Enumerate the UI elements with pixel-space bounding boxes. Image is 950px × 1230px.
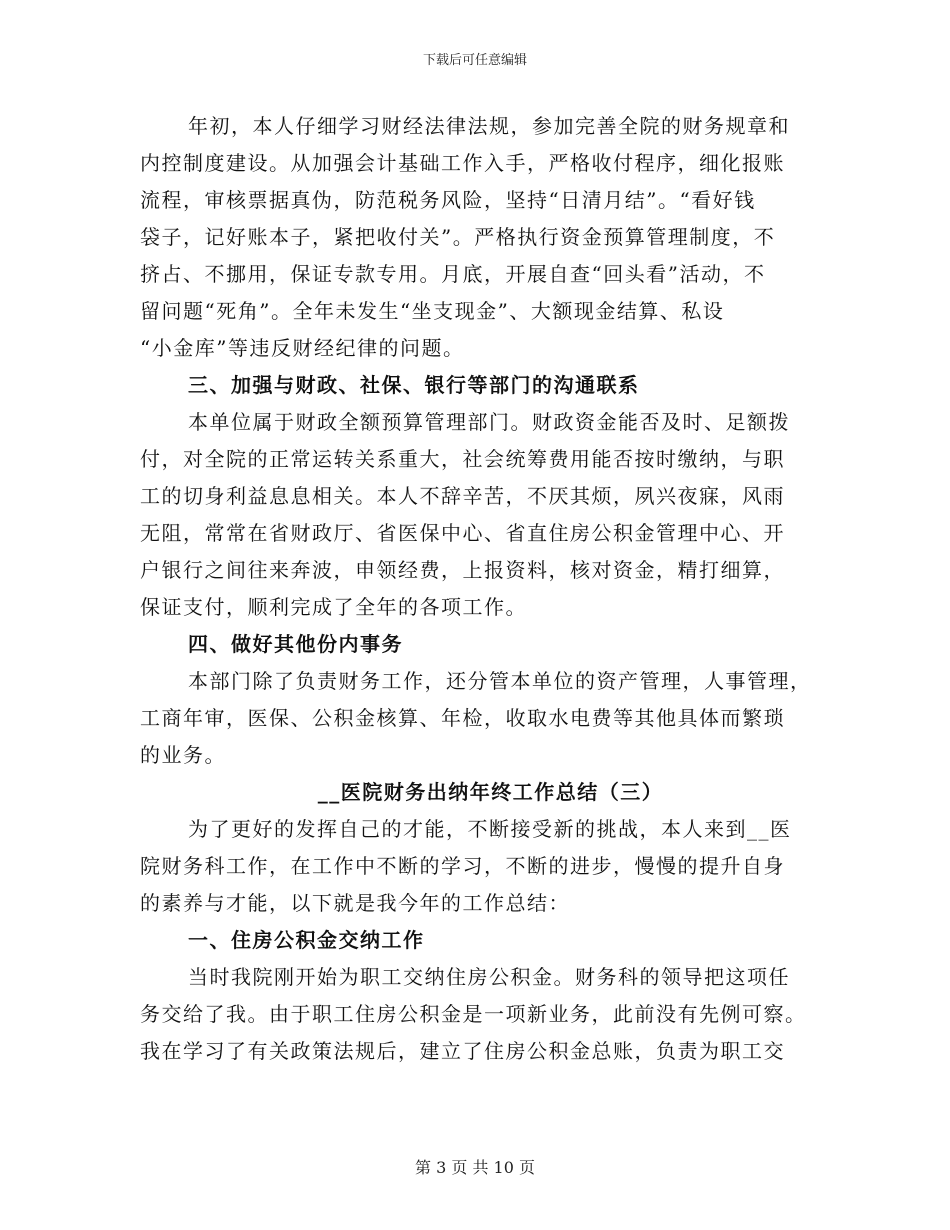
page-header-note: 下载后可任意编辑 (422, 53, 527, 68)
paragraph-line: 我在学习了有关政策法规后，建立了住房公积金总账，负责为职工交 (140, 1039, 785, 1063)
paragraph-line: 无阻，常常在省财政厅、省医保中心、省直住房公积金管理中心、开 (140, 521, 785, 545)
paragraph-line: 付，对全院的正常运转关系重大，社会统筹费用能否按时缴纳，与职 (140, 447, 785, 471)
paragraph-line: 挤占、不挪用，保证专款专用。月底，开展自查“回头看”活动，不 (140, 262, 766, 286)
paragraph-line: 保证支付，顺利完成了全年的各项工作。 (140, 595, 527, 619)
paragraph-line: 工商年审，医保、公积金核算、年检，收取水电费等其他具体而繁琐 (140, 706, 785, 730)
paragraph-line: 工的切身利益息息相关。本人不辞辛苦，不厌其烦，夙兴夜寐，风雨 (140, 484, 785, 508)
paragraph-line: 为了更好的发挥自己的才能，不断接受新的挑战，本人来到__医 (188, 817, 792, 841)
paragraph-line: 本单位属于财政全额预算管理部门。财政资金能否及时、足额拨 (188, 410, 790, 434)
paragraph-line: 的素养与才能，以下就是我今年的工作总结： (140, 891, 570, 915)
paragraph-line: 的业务。 (140, 743, 226, 767)
paragraph-line: 留问题“死角”。全年未发生“坐支现金”、大额现金结算、私设 (140, 299, 725, 323)
paragraph-line: 内控制度建设。从加强会计基础工作入手，严格收付程序，细化报账 (140, 151, 785, 175)
paragraph-line: 流程，审核票据真伪，防范税务风险，坚持“日清月结”。“看好钱 (140, 188, 756, 212)
paragraph-line: 户银行之间往来奔波，申领经费，上报资料，核对资金，精打细算， (140, 558, 785, 582)
section-heading: 三、加强与财政、社保、银行等部门的沟通联系 (188, 373, 640, 397)
paragraph-line: 务交给了我。由于职工住房公积金是一项新业务，此前没有先例可察。 (140, 1002, 807, 1026)
page-number: 第 3 页 共 10 页 (415, 1158, 535, 1177)
paragraph-line: 年初，本人仔细学习财经法律法规，参加完善全院的财务规章和 (188, 114, 790, 138)
section-heading: 一、住房公积金交纳工作 (188, 928, 425, 952)
paragraph-line: 袋子，记好账本子，紧把收付关”。严格执行资金预算管理制度，不 (140, 225, 776, 249)
paragraph-line: 本部门除了负责财务工作，还分管本单位的资产管理，人事管理， (188, 669, 812, 693)
paragraph-line: 当时我院刚开始为职工交纳住房公积金。财务科的领导把这项任 (188, 965, 790, 989)
paragraph-line: 院财务科工作，在工作中不断的学习，不断的进步，慢慢的提升自身 (140, 854, 785, 878)
section-heading: 四、做好其他份内事务 (188, 632, 403, 656)
paragraph-line: “小金库”等违反财经纪律的问题。 (140, 336, 465, 360)
document-title: __医院财务出纳年终工作总结（三） (317, 780, 664, 804)
document-body (140, 108, 812, 1070)
